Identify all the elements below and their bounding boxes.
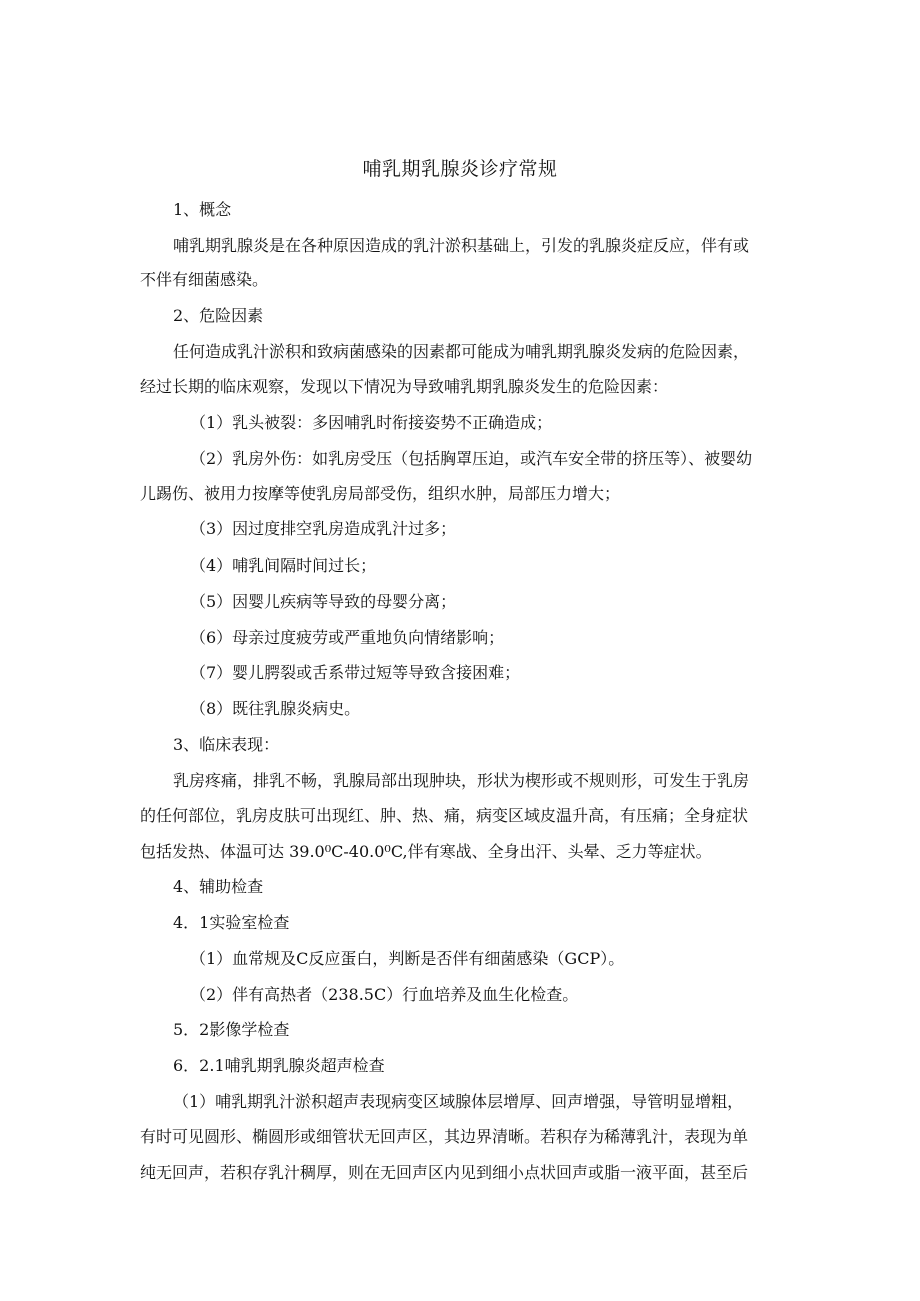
list-item: （2）伴有高热者（238.5C）行血培养及血生化检查。 bbox=[190, 985, 579, 1004]
section-heading-auxiliary-exam: 4、辅助检查 bbox=[173, 877, 264, 896]
list-item: （3）因过度排空乳房造成乳汁过多； bbox=[190, 519, 457, 538]
paragraph-line: 包括发热、体温可达 39.0⁰C-40.0⁰C,伴有寒战、全身出汗、头晕、乏力等症状。 bbox=[140, 842, 712, 861]
paragraph-line: 纯无回声，若积存乳汁稠厚，则在无回声区内见到细小点状回声或脂一液平面，甚至后 bbox=[140, 1163, 749, 1182]
subsection-heading: 5．2影像学检查 bbox=[173, 1020, 290, 1039]
list-item: （1）血常规及C反应蛋白，判断是否伴有细菌感染（GCP）。 bbox=[190, 949, 625, 968]
list-item: （1）乳头被裂：多因哺乳时衔接姿势不正确造成； bbox=[190, 413, 553, 432]
paragraph-line: 不伴有细菌感染。 bbox=[140, 270, 269, 289]
paragraph-line: 经过长期的临床观察，发现以下情况为导致哺乳期乳腺炎发生的危险因素： bbox=[140, 377, 669, 396]
section-heading-risk-factors: 2、危险因素 bbox=[173, 306, 264, 325]
list-item-continuation: 儿踢伤、被用力按摩等使乳房局部受伤，组织水肿，局部压力增大； bbox=[140, 484, 621, 503]
list-item: （5）因婴儿疾病等导致的母婴分离； bbox=[190, 592, 457, 611]
document-title: 哺乳期乳腺炎诊疗常规 bbox=[362, 158, 558, 180]
list-item: （2）乳房外伤：如乳房受压（包括胸罩压迫，或汽车安全带的挤压等）、被婴幼 bbox=[190, 449, 753, 468]
list-item: （4）哺乳间隔时间过长； bbox=[190, 556, 377, 575]
paragraph-line: 有时可见圆形、椭圆形或细管状无回声区，其边界清晰。若积存为稀薄乳汁，表现为单 bbox=[140, 1127, 749, 1146]
section-heading-concept: 1、概念 bbox=[173, 200, 232, 219]
list-item: （7）婴儿腭裂或舌系带过短等导致含接困难； bbox=[190, 663, 521, 682]
section-heading-clinical: 3、临床表现： bbox=[173, 735, 280, 754]
list-item: （6）母亲过度疲劳或严重地负向情绪影响； bbox=[190, 628, 505, 647]
subsection-heading: 4．1实验室检查 bbox=[173, 913, 290, 932]
paragraph-line: 的任何部位，乳房皮肤可出现红、肿、热、痛，病变区域皮温升高，有压痛；全身症状 bbox=[140, 806, 749, 825]
paragraph-line: （1）哺乳期乳汁淤积超声表现病变区域腺体层增厚、回声增强，导管明显增粗， bbox=[173, 1092, 744, 1111]
paragraph-line: 乳房疼痛，排乳不畅，乳腺局部出现肿块，形状为楔形或不规则形，可发生于乳房 bbox=[173, 771, 750, 790]
paragraph-line: 任何造成乳汁淤积和致病菌感染的因素都可能成为哺乳期乳腺炎发病的危险因素， bbox=[173, 342, 750, 361]
subsection-heading: 6．2.1哺乳期乳腺炎超声检查 bbox=[173, 1056, 385, 1075]
paragraph-line: 哺乳期乳腺炎是在各种原因造成的乳汁淤积基础上，引发的乳腺炎症反应，伴有或 bbox=[173, 236, 750, 255]
list-item: （8）既往乳腺炎病史。 bbox=[190, 699, 361, 718]
